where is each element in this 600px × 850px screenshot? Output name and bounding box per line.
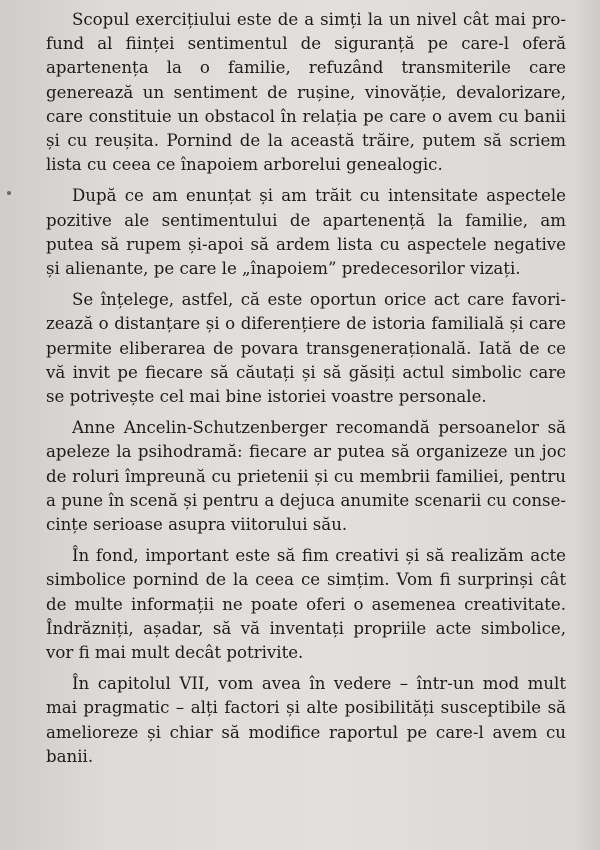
paragraph-5: În fond, important este să fim creativi și să realizăm acte simbolice pornind de la ceea ce simțim. Vom fi surprinși cât de multe informații ne poate oferi o asemenea creativitate. Îndrăzniți, așadar, să vă inventați propriile acte simbolice, vor fi mai mult decât potrivite. — [46, 546, 566, 663]
paragraph-2: După ce am enunțat și am trăit cu intensitate aspectele pozitive ale sentimentului de apartenență la familie, am putea să rupem și-apoi să ardem lista cu aspectele negative și alienante, pe care le „înapoiem” predecesorilor vizați. — [46, 186, 566, 279]
paragraph-4: Anne Ancelin-Schutzenberger recomandă persoanelor să apeleze la psihodramă: fiecare ar putea să organizeze un joc de roluri împreună cu prietenii și cu membrii familiei, pentru a pune în scenă și pentru a dejuca anumite scenarii cu consecințe serioase asupra viitorului său. — [46, 418, 566, 535]
margin-dot — [7, 191, 11, 195]
paragraph-6: În capitolul VII, vom avea în vedere – într-un mod mult mai pragmatic – alți factori și alte posibilități susceptibile să amelioreze și chiar să modifice raportul pe care-l avem cu banii. — [46, 674, 566, 766]
paragraph-3: Se înțelege, astfel, că este oportun orice act care favorizează o distanțare și o diferențiere de istoria familială și care permite eliberarea de povara transgenerațională. Iată de ce vă invit pe fiecare să căutați și să găsiți actul simbolic care se potrivește cel mai bine istoriei voastre personale. — [46, 290, 566, 407]
paragraph-1: Scopul exercițiului este de a simți la un nivel cât mai profund al ființei sentimentul de siguranță pe care-l oferă apartenența la o familie, refuzând transmiterile care generează un sentiment de rușine, vinovăție, devalorizare, care constituie un obstacol în relația pe care o avem cu banii și cu reușita. Pornind de la această trăire, putem să scriem lista cu ceea ce înapoiem arborelui genealogic. — [46, 10, 566, 175]
body-text — [46, 8, 566, 769]
page-edge-shadow — [576, 0, 600, 850]
